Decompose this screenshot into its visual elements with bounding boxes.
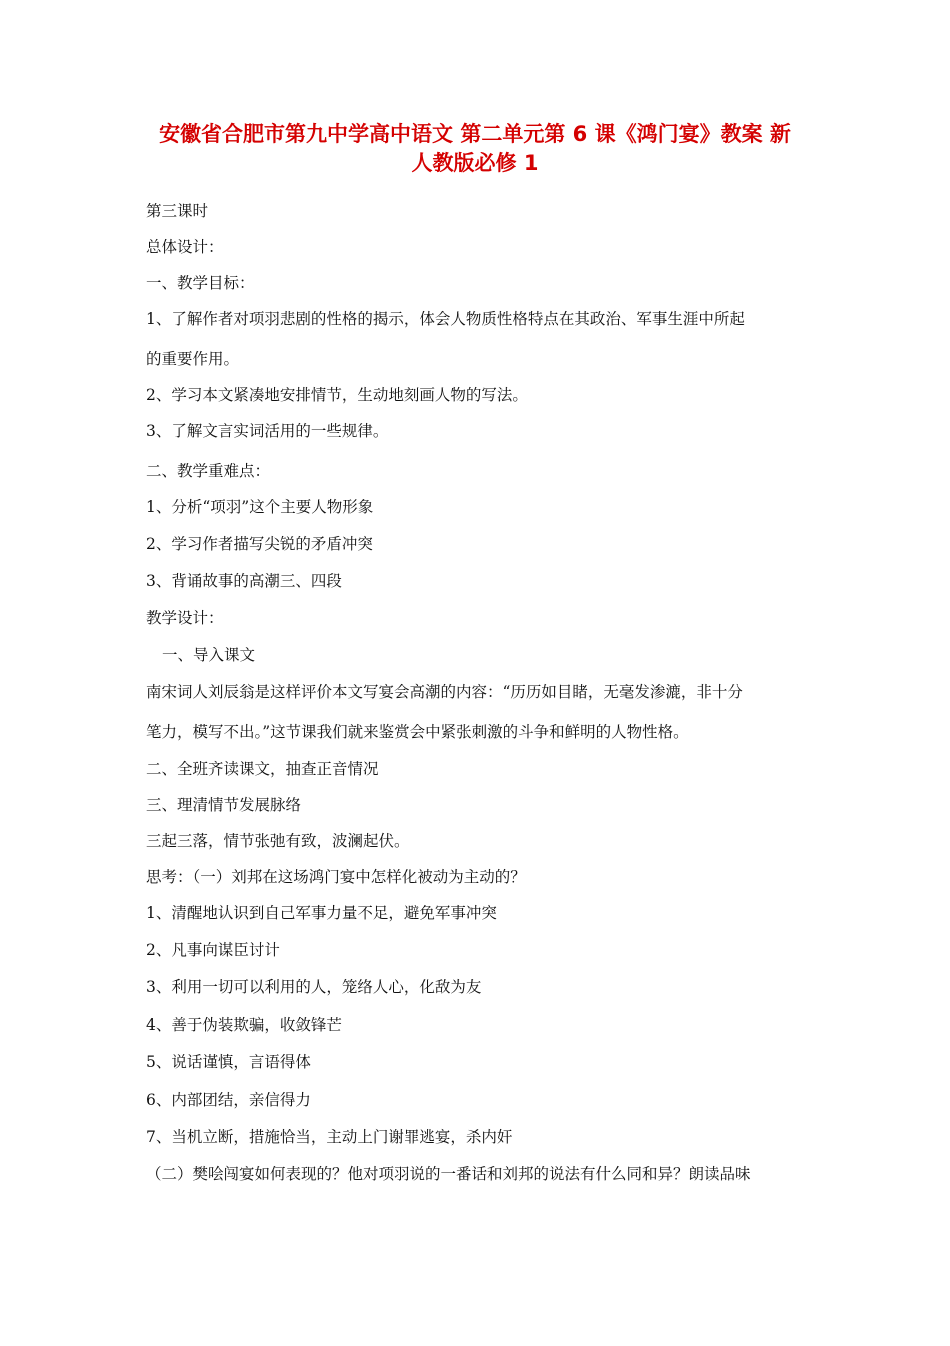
title-line-2: 人教版必修 1 — [411, 151, 539, 175]
text-line: 三起三落，情节张弛有致，波澜起伏。 — [146, 832, 410, 850]
text-line: 6、内部团结，亲信得力 — [146, 1091, 311, 1109]
text-line: 二、全班齐读课文，抽查正音情况 — [146, 760, 379, 778]
text-line: 5、说话谨慎，言语得体 — [146, 1053, 311, 1071]
text-line: 南宋词人刘辰翁是这样评价本文写宴会高潮的内容：“历历如目睹，无毫发渗漉，非十分 — [146, 683, 743, 701]
text-line: 1、了解作者对项羽悲剧的性格的揭示，体会人物质性格特点在其政治、军事生涯中所起 — [146, 310, 745, 328]
text-line: 4、善于伪装欺骗，收敛锋芒 — [146, 1016, 342, 1034]
text-line: 3、了解文言实词活用的一些规律。 — [146, 422, 389, 440]
document-title — [120, 120, 830, 178]
title-line-1: 安徽省合肥市第九中学高中语文 第二单元第 6 课《鸿门宴》教案 新 — [159, 122, 791, 146]
text-line: 1、分析“项羽”这个主要人物形象 — [146, 498, 374, 516]
text-line: 思考：（一）刘邦在这场鸿门宴中怎样化被动为主动的？ — [146, 868, 526, 886]
text-line: 一、导入课文 — [162, 646, 256, 664]
text-line: 笔力，模写不出。”这节课我们就来鉴赏会中紧张刺激的斗争和鲜明的人物性格。 — [146, 723, 689, 741]
text-line: 的重要作用。 — [146, 350, 240, 368]
text-line: 2、凡事向谋臣讨计 — [146, 941, 280, 959]
text-line: 二、教学重难点： — [146, 462, 271, 480]
text-line: 3、背诵故事的高潮三、四段 — [146, 572, 342, 590]
text-line: 7、当机立断，措施恰当，主动上门谢罪逃宴，杀内奸 — [146, 1128, 513, 1146]
text-line: 总体设计： — [146, 238, 224, 256]
text-line: 1、清醒地认识到自己军事力量不足，避免军事冲突 — [146, 904, 497, 922]
text-line: 教学设计： — [146, 609, 224, 627]
text-line: 2、学习作者描写尖锐的矛盾冲突 — [146, 535, 373, 553]
text-line: 第三课时 — [146, 202, 209, 220]
text-line: 一、教学目标： — [146, 274, 255, 292]
text-line: （二）樊哙闯宴如何表现的？他对项羽说的一番话和刘邦的说法有什么同和异？朗读品味 — [146, 1165, 751, 1183]
text-line: 2、学习本文紧凑地安排情节，生动地刻画人物的写法。 — [146, 386, 528, 404]
text-line: 3、利用一切可以利用的人，笼络人心，化敌为友 — [146, 978, 482, 996]
text-line: 三、理清情节发展脉络 — [146, 796, 302, 814]
